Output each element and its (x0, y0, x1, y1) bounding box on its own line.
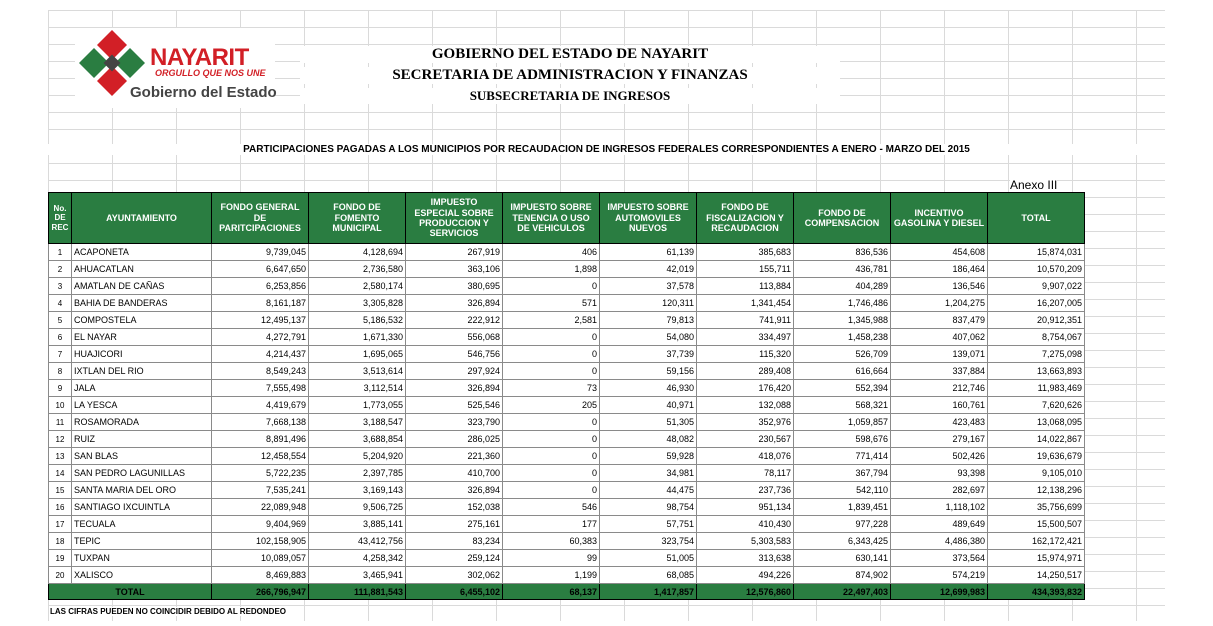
municipio-cell: LA YESCA (72, 397, 212, 414)
amount-cell: 13,663,893 (988, 363, 1085, 380)
municipio-cell: EL NAYAR (72, 329, 212, 346)
amount-cell: 0 (503, 278, 600, 295)
amount-cell: 454,608 (891, 244, 988, 261)
column-header: FONDO DE FOMENTO MUNICIPAL (309, 193, 406, 244)
amount-cell: 418,076 (697, 448, 794, 465)
amount-cell: 302,062 (406, 567, 503, 584)
amount-cell: 132,088 (697, 397, 794, 414)
municipio-cell: JALA (72, 380, 212, 397)
amount-cell: 373,564 (891, 550, 988, 567)
total-amount-cell: 111,881,543 (309, 584, 406, 600)
amount-cell: 59,928 (600, 448, 697, 465)
amount-cell: 155,711 (697, 261, 794, 278)
total-label: TOTAL (49, 584, 212, 600)
amount-cell: 552,394 (794, 380, 891, 397)
amount-cell: 8,161,187 (212, 295, 309, 312)
amount-cell: 10,570,209 (988, 261, 1085, 278)
row-number-cell: 3 (49, 278, 72, 295)
amount-cell: 1,746,486 (794, 295, 891, 312)
header-line-2: SECRETARIA DE ADMINISTRACION Y FINANZAS (300, 67, 840, 84)
amount-cell: 237,736 (697, 482, 794, 499)
amount-cell: 436,781 (794, 261, 891, 278)
table-row (49, 261, 1085, 278)
row-number-cell: 18 (49, 533, 72, 550)
table-row (49, 465, 1085, 482)
municipio-cell: TEPIC (72, 533, 212, 550)
amount-cell: 221,360 (406, 448, 503, 465)
amount-cell: 4,419,679 (212, 397, 309, 414)
table-row (49, 295, 1085, 312)
row-number-cell: 6 (49, 329, 72, 346)
amount-cell: 10,089,057 (212, 550, 309, 567)
amount-cell: 1,898 (503, 261, 600, 278)
amount-cell: 546 (503, 499, 600, 516)
table-row (49, 346, 1085, 363)
amount-cell: 83,234 (406, 533, 503, 550)
amount-cell: 741,911 (697, 312, 794, 329)
amount-cell: 14,022,867 (988, 431, 1085, 448)
participaciones-table (48, 192, 1085, 600)
amount-cell: 4,128,694 (309, 244, 406, 261)
amount-cell: 48,082 (600, 431, 697, 448)
amount-cell: 616,664 (794, 363, 891, 380)
anexo-label: Anexo III (1010, 178, 1058, 192)
column-header: TOTAL (988, 193, 1085, 244)
amount-cell: 44,475 (600, 482, 697, 499)
amount-cell: 410,700 (406, 465, 503, 482)
amount-cell: 15,500,507 (988, 516, 1085, 533)
amount-cell: 951,134 (697, 499, 794, 516)
amount-cell: 205 (503, 397, 600, 414)
amount-cell: 494,226 (697, 567, 794, 584)
municipio-cell: BAHIA DE BANDERAS (72, 295, 212, 312)
municipio-cell: AHUACATLAN (72, 261, 212, 278)
table-row (49, 278, 1085, 295)
amount-cell: 410,430 (697, 516, 794, 533)
amount-cell: 286,025 (406, 431, 503, 448)
column-header: AYUNTAMIENTO (72, 193, 212, 244)
amount-cell: 0 (503, 448, 600, 465)
amount-cell: 2,580,174 (309, 278, 406, 295)
total-amount-cell: 22,497,403 (794, 584, 891, 600)
table-row (49, 312, 1085, 329)
rounding-note: LAS CIFRAS PUEDEN NO COINCIDIR DEBIDO AL REDONDEO (50, 607, 287, 616)
column-header: IMPUESTO ESPECIAL SOBRE PRODUCCION Y SERVICIOS (406, 193, 503, 244)
amount-cell: 874,902 (794, 567, 891, 584)
amount-cell: 367,794 (794, 465, 891, 482)
amount-cell: 406 (503, 244, 600, 261)
amount-cell: 0 (503, 346, 600, 363)
amount-cell: 115,320 (697, 346, 794, 363)
amount-cell: 4,486,380 (891, 533, 988, 550)
amount-cell: 313,638 (697, 550, 794, 567)
table-row (49, 431, 1085, 448)
amount-cell: 8,549,243 (212, 363, 309, 380)
amount-cell: 267,919 (406, 244, 503, 261)
total-amount-cell: 434,393,832 (988, 584, 1085, 600)
amount-cell: 259,124 (406, 550, 503, 567)
amount-cell: 2,736,580 (309, 261, 406, 278)
amount-cell: 3,169,143 (309, 482, 406, 499)
amount-cell: 79,813 (600, 312, 697, 329)
amount-cell: 3,513,614 (309, 363, 406, 380)
amount-cell: 0 (503, 329, 600, 346)
row-number-cell: 7 (49, 346, 72, 363)
municipio-cell: ACAPONETA (72, 244, 212, 261)
column-header: FONDO GENERAL DE PARITCIPACIONES (212, 193, 309, 244)
amount-cell: 37,578 (600, 278, 697, 295)
amount-cell: 3,305,828 (309, 295, 406, 312)
row-number-cell: 20 (49, 567, 72, 584)
amount-cell: 1,773,055 (309, 397, 406, 414)
row-number-cell: 14 (49, 465, 72, 482)
amount-cell: 176,420 (697, 380, 794, 397)
table-row (49, 329, 1085, 346)
amount-cell: 42,019 (600, 261, 697, 278)
amount-cell: 6,647,650 (212, 261, 309, 278)
amount-cell: 35,756,699 (988, 499, 1085, 516)
amount-cell: 836,536 (794, 244, 891, 261)
amount-cell: 12,138,296 (988, 482, 1085, 499)
amount-cell: 40,971 (600, 397, 697, 414)
amount-cell: 7,620,626 (988, 397, 1085, 414)
amount-cell: 3,688,854 (309, 431, 406, 448)
total-amount-cell: 266,796,947 (212, 584, 309, 600)
amount-cell: 1,695,065 (309, 346, 406, 363)
amount-cell: 275,161 (406, 516, 503, 533)
amount-cell: 12,458,554 (212, 448, 309, 465)
row-number-cell: 8 (49, 363, 72, 380)
amount-cell: 5,186,532 (309, 312, 406, 329)
amount-cell: 8,469,883 (212, 567, 309, 584)
amount-cell: 8,891,496 (212, 431, 309, 448)
column-header: IMPUESTO SOBRE AUTOMOVILES NUEVOS (600, 193, 697, 244)
amount-cell: 3,465,941 (309, 567, 406, 584)
total-amount-cell: 1,417,857 (600, 584, 697, 600)
table-row (49, 533, 1085, 550)
amount-cell: 98,754 (600, 499, 697, 516)
row-number-cell: 17 (49, 516, 72, 533)
municipio-cell: IXTLAN DEL RIO (72, 363, 212, 380)
municipio-cell: COMPOSTELA (72, 312, 212, 329)
amount-cell: 407,062 (891, 329, 988, 346)
table-row (49, 550, 1085, 567)
amount-cell: 102,158,905 (212, 533, 309, 550)
municipio-cell: HUAJICORI (72, 346, 212, 363)
amount-cell: 5,722,235 (212, 465, 309, 482)
amount-cell: 326,894 (406, 380, 503, 397)
amount-cell: 186,464 (891, 261, 988, 278)
amount-cell: 630,141 (794, 550, 891, 567)
amount-cell: 526,709 (794, 346, 891, 363)
amount-cell: 289,408 (697, 363, 794, 380)
amount-cell: 1,199 (503, 567, 600, 584)
amount-cell: 771,414 (794, 448, 891, 465)
amount-cell: 9,907,022 (988, 278, 1085, 295)
amount-cell: 363,106 (406, 261, 503, 278)
amount-cell: 16,207,005 (988, 295, 1085, 312)
table-row (49, 567, 1085, 584)
amount-cell: 1,204,275 (891, 295, 988, 312)
amount-cell: 120,311 (600, 295, 697, 312)
amount-cell: 1,458,238 (794, 329, 891, 346)
total-amount-cell: 12,699,983 (891, 584, 988, 600)
amount-cell: 568,321 (794, 397, 891, 414)
amount-cell: 78,117 (697, 465, 794, 482)
column-header: IMPUESTO SOBRE TENENCIA O USO DE VEHICULOS (503, 193, 600, 244)
amount-cell: 20,912,351 (988, 312, 1085, 329)
municipio-cell: SANTIAGO IXCUINTLA (72, 499, 212, 516)
table-row (49, 414, 1085, 431)
amount-cell: 0 (503, 363, 600, 380)
municipio-cell: RUIZ (72, 431, 212, 448)
total-amount-cell: 12,576,860 (697, 584, 794, 600)
amount-cell: 15,974,971 (988, 550, 1085, 567)
amount-cell: 7,275,098 (988, 346, 1085, 363)
amount-cell: 59,156 (600, 363, 697, 380)
amount-cell: 51,305 (600, 414, 697, 431)
amount-cell: 489,649 (891, 516, 988, 533)
amount-cell: 0 (503, 414, 600, 431)
municipio-cell: ROSAMORADA (72, 414, 212, 431)
table-row (49, 499, 1085, 516)
amount-cell: 1,671,330 (309, 329, 406, 346)
amount-cell: 0 (503, 465, 600, 482)
amount-cell: 73 (503, 380, 600, 397)
column-header: FONDO DE FISCALIZACION Y RECAUDACION (697, 193, 794, 244)
amount-cell: 4,258,342 (309, 550, 406, 567)
municipio-cell: TUXPAN (72, 550, 212, 567)
amount-cell: 326,894 (406, 295, 503, 312)
row-number-cell: 2 (49, 261, 72, 278)
amount-cell: 837,479 (891, 312, 988, 329)
amount-cell: 222,912 (406, 312, 503, 329)
amount-cell: 9,506,725 (309, 499, 406, 516)
amount-cell: 9,105,010 (988, 465, 1085, 482)
amount-cell: 61,139 (600, 244, 697, 261)
municipio-cell: AMATLAN DE CAÑAS (72, 278, 212, 295)
amount-cell: 282,697 (891, 482, 988, 499)
logo-government-label: Gobierno del Estado (130, 84, 277, 101)
row-number-cell: 15 (49, 482, 72, 499)
amount-cell: 0 (503, 482, 600, 499)
row-number-cell: 12 (49, 431, 72, 448)
amount-cell: 279,167 (891, 431, 988, 448)
amount-cell: 162,172,421 (988, 533, 1085, 550)
amount-cell: 34,981 (600, 465, 697, 482)
amount-cell: 977,228 (794, 516, 891, 533)
amount-cell: 8,754,067 (988, 329, 1085, 346)
header-line-1: GOBIERNO DEL ESTADO DE NAYARIT (300, 46, 840, 63)
logo-tagline: ORGULLO QUE NOS UNE (155, 68, 266, 78)
amount-cell: 136,546 (891, 278, 988, 295)
table-row (49, 482, 1085, 499)
amount-cell: 542,110 (794, 482, 891, 499)
amount-cell: 1,839,451 (794, 499, 891, 516)
amount-cell: 2,397,785 (309, 465, 406, 482)
row-number-cell: 11 (49, 414, 72, 431)
table-row (49, 448, 1085, 465)
amount-cell: 423,483 (891, 414, 988, 431)
amount-cell: 556,068 (406, 329, 503, 346)
table-row (49, 516, 1085, 533)
amount-cell: 380,695 (406, 278, 503, 295)
amount-cell: 326,894 (406, 482, 503, 499)
amount-cell: 3,885,141 (309, 516, 406, 533)
amount-cell: 54,080 (600, 329, 697, 346)
table-header-row (49, 193, 1085, 244)
amount-cell: 385,683 (697, 244, 794, 261)
amount-cell: 1,341,454 (697, 295, 794, 312)
amount-cell: 6,253,856 (212, 278, 309, 295)
amount-cell: 230,567 (697, 431, 794, 448)
amount-cell: 7,668,138 (212, 414, 309, 431)
municipio-cell: TECUALA (72, 516, 212, 533)
amount-cell: 139,071 (891, 346, 988, 363)
amount-cell: 5,204,920 (309, 448, 406, 465)
amount-cell: 334,497 (697, 329, 794, 346)
row-number-cell: 13 (49, 448, 72, 465)
amount-cell: 352,976 (697, 414, 794, 431)
amount-cell: 46,930 (600, 380, 697, 397)
amount-cell: 574,219 (891, 567, 988, 584)
municipio-cell: SANTA MARIA DEL ORO (72, 482, 212, 499)
amount-cell: 93,398 (891, 465, 988, 482)
amount-cell: 15,874,031 (988, 244, 1085, 261)
amount-cell: 3,188,547 (309, 414, 406, 431)
amount-cell: 546,756 (406, 346, 503, 363)
table-row (49, 397, 1085, 414)
amount-cell: 113,884 (697, 278, 794, 295)
row-number-cell: 10 (49, 397, 72, 414)
table-row (49, 380, 1085, 397)
amount-cell: 51,005 (600, 550, 697, 567)
row-number-cell: 4 (49, 295, 72, 312)
amount-cell: 525,546 (406, 397, 503, 414)
row-number-cell: 16 (49, 499, 72, 516)
amount-cell: 4,214,437 (212, 346, 309, 363)
amount-cell: 323,790 (406, 414, 503, 431)
municipio-cell: SAN PEDRO LAGUNILLAS (72, 465, 212, 482)
row-number-cell: 5 (49, 312, 72, 329)
amount-cell: 37,739 (600, 346, 697, 363)
amount-cell: 2,581 (503, 312, 600, 329)
amount-cell: 297,924 (406, 363, 503, 380)
amount-cell: 22,089,948 (212, 499, 309, 516)
row-number-cell: 9 (49, 380, 72, 397)
column-header: No. DE REC (49, 193, 72, 244)
nayarit-logo (75, 28, 275, 108)
amount-cell: 11,983,469 (988, 380, 1085, 397)
amount-cell: 1,118,102 (891, 499, 988, 516)
amount-cell: 1,059,857 (794, 414, 891, 431)
amount-cell: 160,761 (891, 397, 988, 414)
table-row (49, 363, 1085, 380)
amount-cell: 99 (503, 550, 600, 567)
municipio-cell: SAN BLAS (72, 448, 212, 465)
amount-cell: 9,404,969 (212, 516, 309, 533)
total-row (49, 584, 1085, 600)
amount-cell: 13,068,095 (988, 414, 1085, 431)
amount-cell: 3,112,514 (309, 380, 406, 397)
report-subtitle: PARTICIPACIONES PAGADAS A LOS MUNICIPIOS POR RECAUDACION DE INGRESOS FEDERALES CORRESPONDIENTES A ENERO - MARZO DEL 2015 (48, 144, 1165, 155)
amount-cell: 1,345,988 (794, 312, 891, 329)
amount-cell: 177 (503, 516, 600, 533)
amount-cell: 0 (503, 431, 600, 448)
amount-cell: 14,250,517 (988, 567, 1085, 584)
table-row (49, 244, 1085, 261)
amount-cell: 9,739,045 (212, 244, 309, 261)
total-amount-cell: 6,455,102 (406, 584, 503, 600)
amount-cell: 7,555,498 (212, 380, 309, 397)
municipio-cell: XALISCO (72, 567, 212, 584)
amount-cell: 57,751 (600, 516, 697, 533)
amount-cell: 571 (503, 295, 600, 312)
amount-cell: 6,343,425 (794, 533, 891, 550)
row-number-cell: 1 (49, 244, 72, 261)
amount-cell: 4,272,791 (212, 329, 309, 346)
amount-cell: 502,426 (891, 448, 988, 465)
amount-cell: 43,412,756 (309, 533, 406, 550)
header-line-3: SUBSECRETARIA DE INGRESOS (300, 88, 840, 104)
total-amount-cell: 68,137 (503, 584, 600, 600)
row-number-cell: 19 (49, 550, 72, 567)
amount-cell: 212,746 (891, 380, 988, 397)
column-header: INCENTIVO GASOLINA Y DIESEL (891, 193, 988, 244)
amount-cell: 12,495,137 (212, 312, 309, 329)
amount-cell: 7,535,241 (212, 482, 309, 499)
amount-cell: 68,085 (600, 567, 697, 584)
amount-cell: 152,038 (406, 499, 503, 516)
amount-cell: 323,754 (600, 533, 697, 550)
amount-cell: 5,303,583 (697, 533, 794, 550)
amount-cell: 598,676 (794, 431, 891, 448)
amount-cell: 337,884 (891, 363, 988, 380)
amount-cell: 404,289 (794, 278, 891, 295)
column-header: FONDO DE COMPENSACION (794, 193, 891, 244)
logo-brand: NAYARIT (150, 44, 249, 71)
amount-cell: 60,383 (503, 533, 600, 550)
amount-cell: 19,636,679 (988, 448, 1085, 465)
